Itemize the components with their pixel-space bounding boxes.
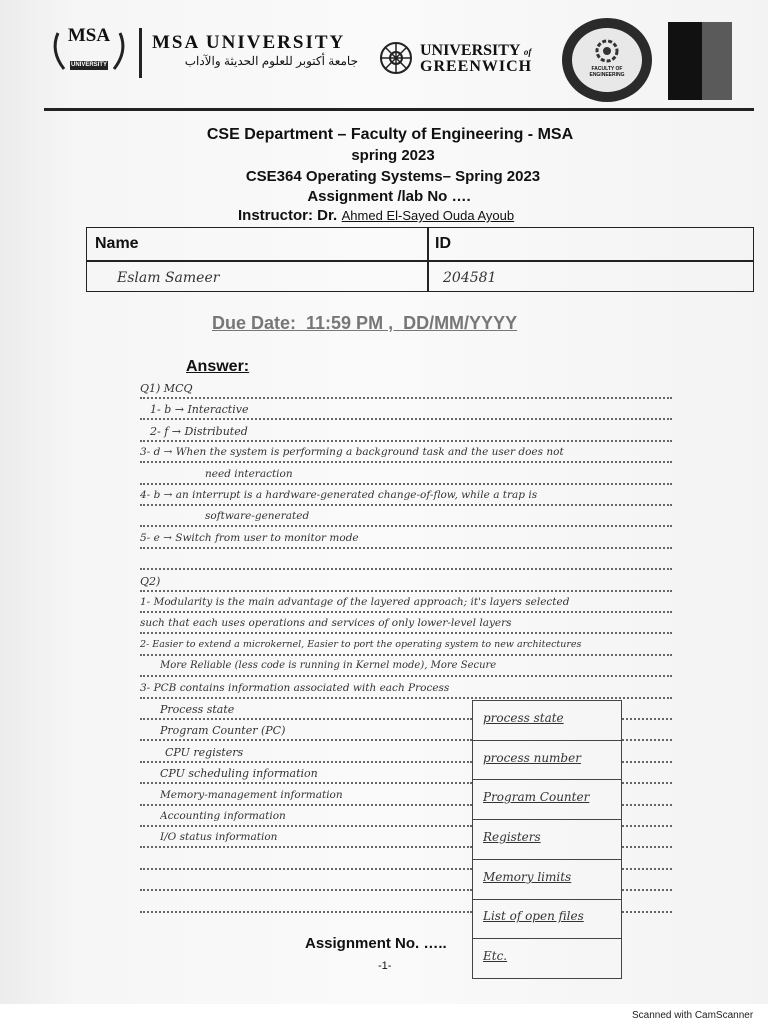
msa-logo-sub: UNIVERSITY [70, 62, 107, 68]
answer-line-text: need interaction [205, 467, 293, 480]
answer-line-text: Q2) [140, 574, 161, 588]
answer-line-text: 2- Easier to extend a microkernel, Easier to port the operating system to new architectures [140, 638, 582, 650]
answer-line-text: such that each uses operations and services of only lower-level layers [140, 617, 512, 630]
ruled-line [140, 483, 672, 485]
ruled-line [140, 504, 672, 506]
answer-line-text: 3- PCB contains information associated with each Process [140, 681, 450, 694]
instructor-label: Instructor: Dr. [238, 207, 338, 224]
pcb-cell [473, 740, 621, 780]
scanner-watermark: Scanned with CamScanner [632, 1010, 754, 1021]
answer-line-text: Program Counter (PC) [160, 724, 286, 738]
ruled-line [622, 889, 672, 891]
ruled-line [140, 868, 472, 870]
answer-line-text: 5- e → Switch from user to monitor mode [140, 531, 359, 544]
ruled-line [622, 804, 672, 806]
answer-line-text: 4- b → an interrupt is a hardware-generated change-of-flow, while a trap is [140, 489, 538, 501]
ruled-line [140, 397, 672, 399]
pcb-cell [473, 859, 621, 899]
ruled-line [140, 782, 472, 784]
ruled-line [140, 418, 672, 420]
pcb-cell [473, 938, 621, 978]
course-title: CSE364 Operating Systems– Spring 2023 [245, 168, 541, 185]
greenwich-line1: UNIVERSITY of [420, 42, 532, 59]
instructor-line [238, 207, 514, 225]
ruled-line [140, 568, 672, 570]
answer-line-text: Memory-management information [160, 788, 343, 801]
pcb-cell [473, 700, 621, 740]
ruled-line [140, 718, 472, 720]
header-divider [139, 28, 142, 78]
ruled-line [140, 761, 472, 763]
greenwich-crest-icon [378, 40, 414, 76]
ruled-line [622, 782, 672, 784]
pcb-cell [473, 899, 621, 939]
university-name-arabic: جامعة أكتوبر للعلوم الحديثة والآداب [184, 54, 358, 68]
ruled-line [140, 611, 672, 613]
due-date: Due Date: 11:59 PM , DD/MM/YYYY [212, 313, 518, 333]
answer-line-text: 3- d → When the system is performing a background task and the user does not [140, 446, 564, 459]
ruled-line [622, 911, 672, 913]
instructor-name: Ahmed El-Sayed Ouda Ayoub [341, 208, 515, 223]
ruled-line [140, 675, 672, 677]
answer-line-text: Process state [160, 703, 235, 716]
answer-line-text: 1- Modularity is the main advantage of the layered approach; it's layers selected [140, 596, 570, 608]
ruled-line [140, 632, 672, 634]
ruled-line [140, 825, 472, 827]
ruled-line [622, 846, 672, 848]
ruled-line [622, 761, 672, 763]
pcb-cell-text: process state [483, 710, 564, 725]
answer-label: Answer: [186, 358, 250, 375]
header-rule [44, 108, 754, 111]
ruled-line [140, 440, 672, 442]
msa-logo-text: MSA [67, 25, 111, 46]
ruled-line [140, 739, 472, 741]
ruled-line [622, 868, 672, 870]
ruled-line [140, 461, 672, 463]
ruled-line [140, 590, 672, 592]
pcb-cell [473, 779, 621, 819]
pcb-cell-text: Memory limits [483, 869, 572, 884]
semester-title: spring 2023 [351, 147, 435, 164]
pcb-cell-text: process number [483, 750, 581, 765]
greenwich-line2: GREENWICH [420, 58, 533, 75]
answer-line-text: Q1) MCQ [140, 382, 193, 395]
faculty-seal [562, 18, 652, 102]
ruled-line [140, 804, 472, 806]
ruled-line [140, 654, 672, 656]
ruled-line [140, 547, 672, 549]
pcb-cell-text: List of open files [483, 909, 584, 924]
black-block [668, 22, 732, 100]
id-header: ID [435, 235, 451, 252]
assignment-title: Assignment /lab No …. [307, 188, 471, 205]
ruled-line [622, 718, 672, 720]
info-table [86, 227, 754, 292]
faculty-seal-text: FACULTY OF ENGINEERING [589, 66, 625, 78]
answer-line-text: 2- f → Distributed [150, 424, 248, 438]
answer-line-text: I/O status information [160, 831, 278, 844]
pcb-box [472, 700, 622, 979]
department-title: CSE Department – Faculty of Engineering - MSA [206, 126, 574, 143]
ruled-line [140, 697, 672, 699]
page-number: -1- [378, 960, 392, 972]
answer-line-text: Accounting information [160, 810, 286, 822]
gear-icon [592, 36, 622, 66]
ruled-line [622, 739, 672, 741]
pcb-cell-text: Program Counter [483, 790, 590, 805]
ruled-line [622, 825, 672, 827]
ruled-line [140, 525, 672, 527]
name-header: Name [95, 235, 139, 252]
ruled-line [140, 846, 472, 848]
answer-line-text: CPU scheduling information [160, 767, 318, 781]
answer-line-text: CPU registers [165, 745, 244, 759]
assignment-number: Assignment No. ….. [305, 935, 447, 952]
pcb-cell-text: Registers [483, 829, 541, 844]
id-value: 204581 [443, 270, 497, 286]
answer-line-text: software-generated [205, 510, 310, 523]
pcb-cell [473, 819, 621, 859]
answer-line-text: More Reliable (less code is running in Kernel mode), More Secure [160, 660, 497, 672]
answer-line-text: 1- b → Interactive [150, 403, 249, 417]
name-value: Eslam Sameer [117, 270, 220, 286]
pcb-cell-text: Etc. [483, 949, 508, 964]
university-name: MSA UNIVERSITY [152, 32, 346, 53]
msa-logo [48, 25, 130, 77]
ruled-line [140, 911, 472, 913]
ruled-line [140, 889, 472, 891]
